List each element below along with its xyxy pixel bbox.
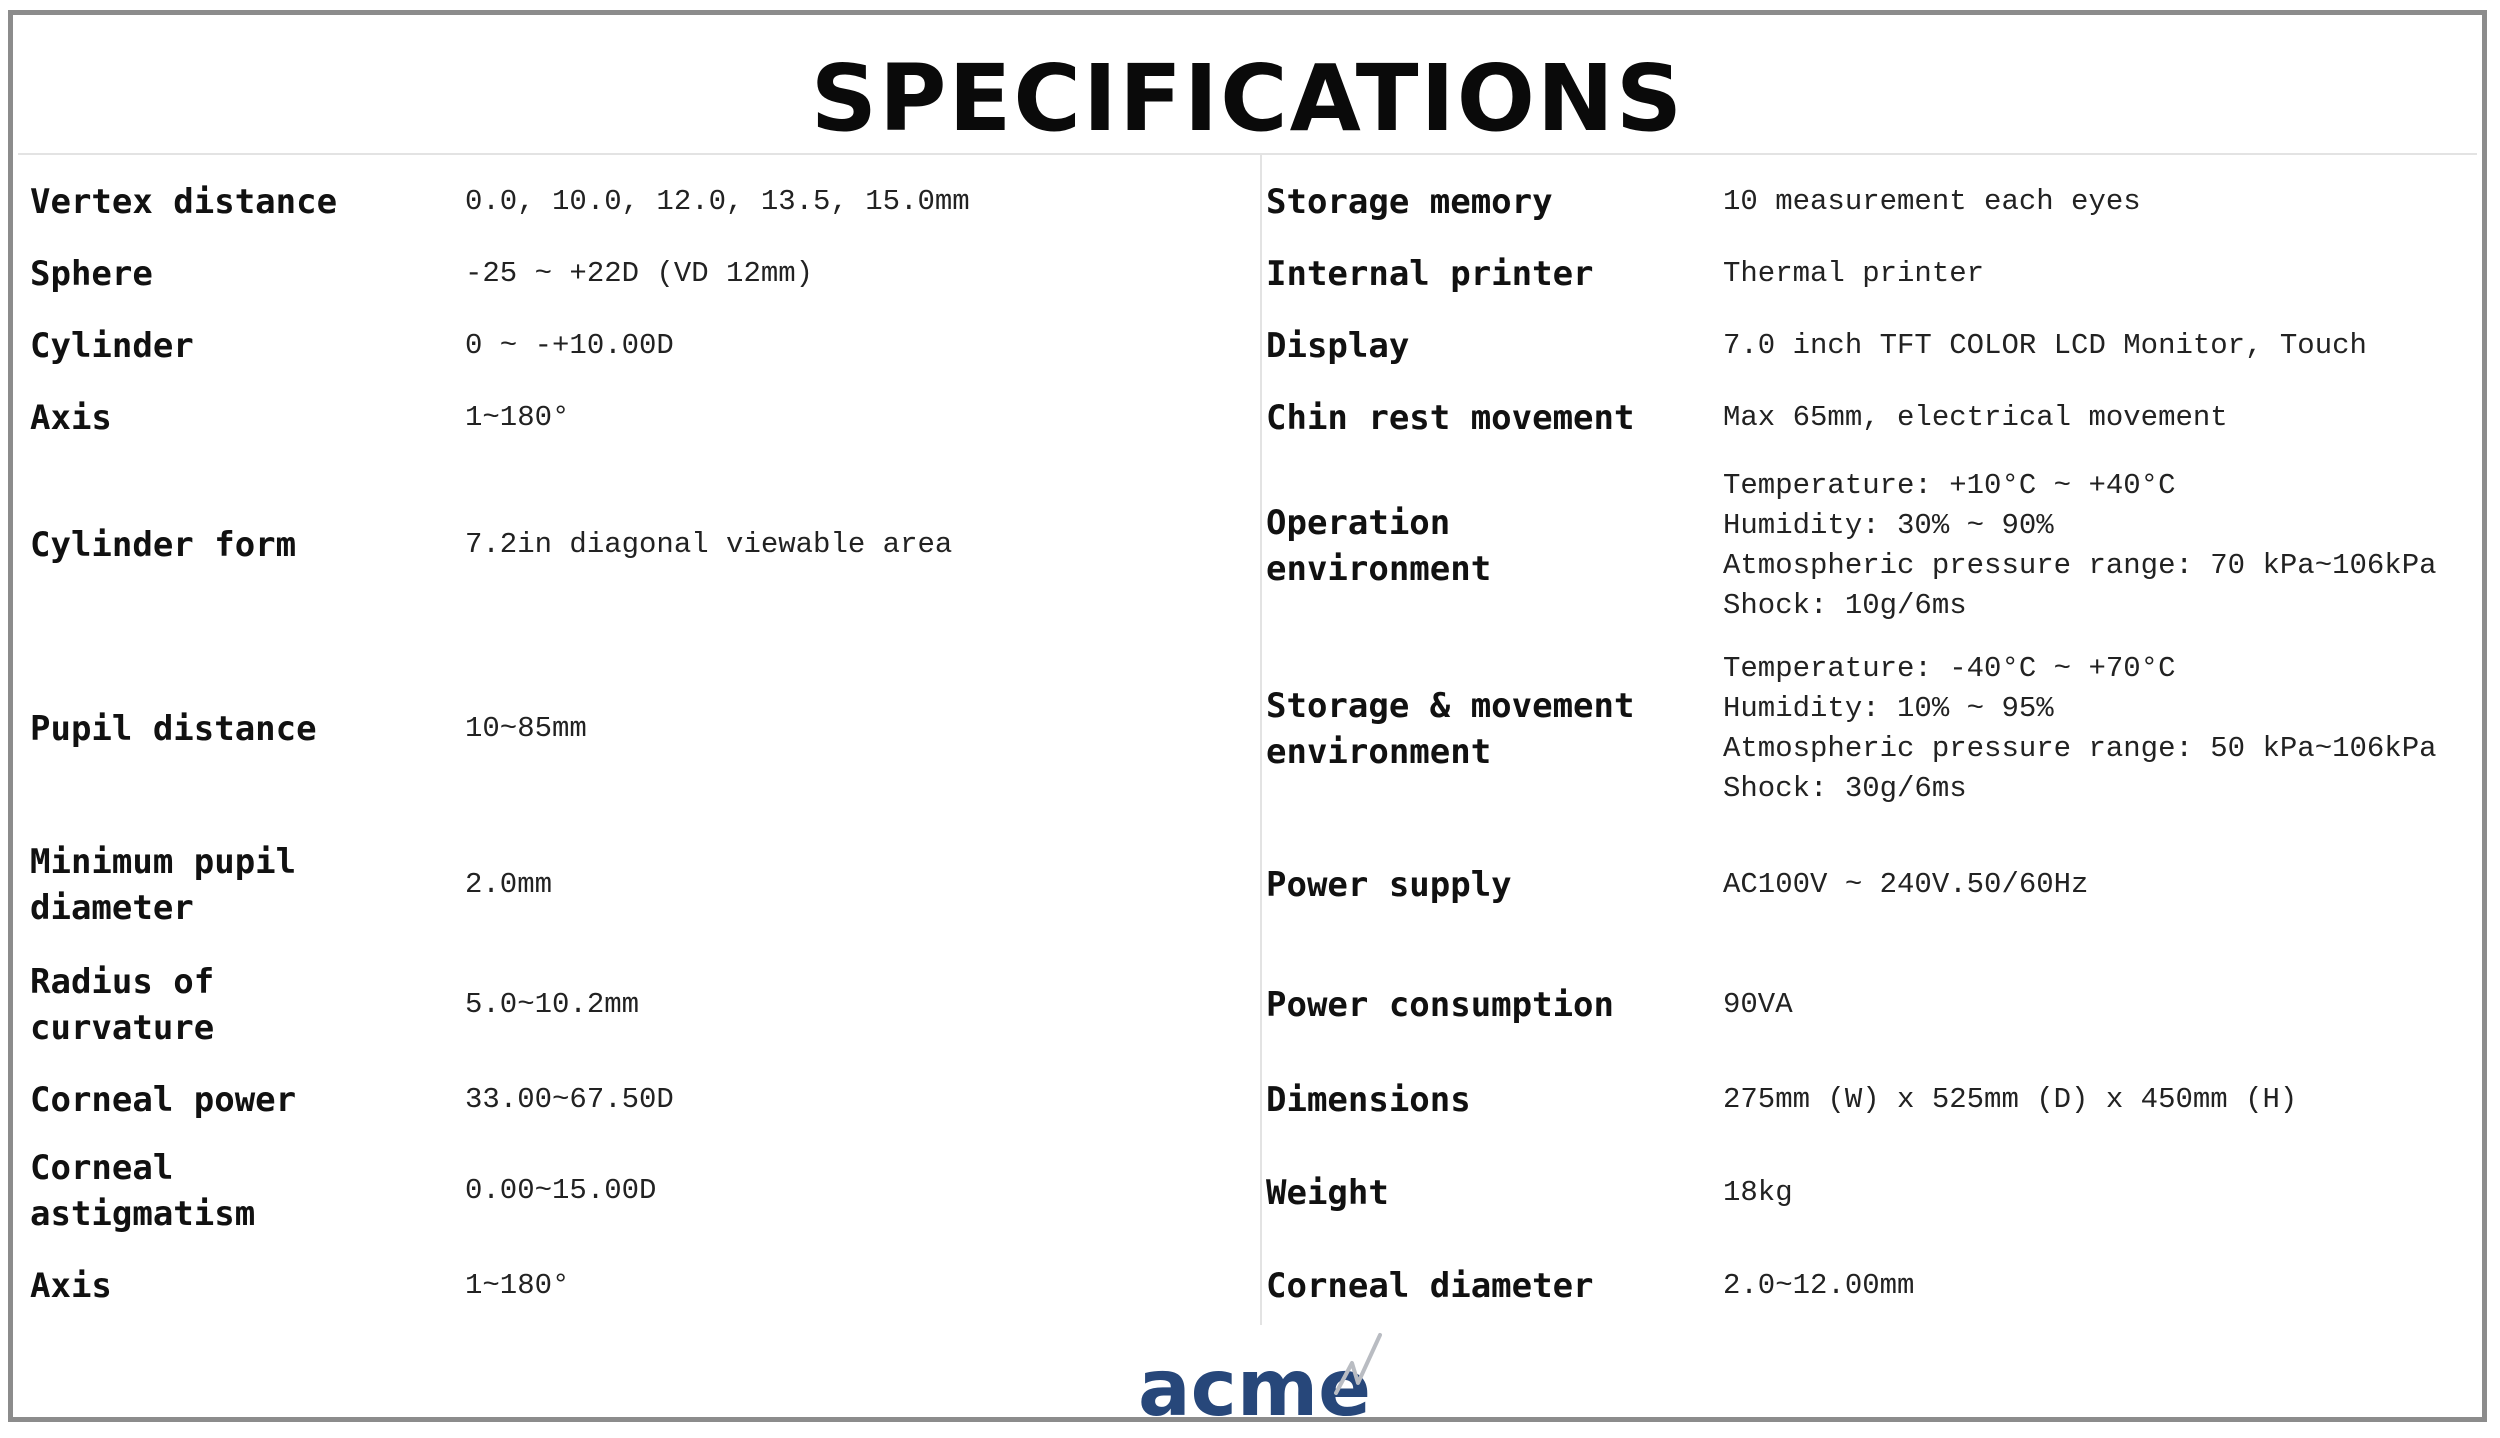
spec-value: 2.0~12.00mm	[1723, 1269, 1915, 1302]
right-spec-row	[13, 835, 2482, 935]
spec-label: Minimum pupil diameter	[30, 842, 297, 928]
spec-label: Storage & movement environment	[1266, 686, 1635, 772]
spec-label: Display	[1266, 326, 1410, 366]
spec-value: Temperature: +10°C ~ +40°C Humidity: 30% ~ 90% Atmospheric pressure range: 70 kPa~106kPa Shock: 10g/6ms	[1723, 469, 2437, 622]
right-spec-row	[13, 947, 2482, 1063]
spec-label: Chin rest movement	[1266, 398, 1635, 438]
spec-value: 18kg	[1723, 1176, 1793, 1209]
spec-label: Vertex distance	[30, 182, 338, 222]
right-spec-row	[13, 1253, 2482, 1319]
right-spec-row	[13, 383, 2482, 453]
spec-value: Thermal printer	[1723, 257, 1985, 290]
spec-value: 1~180°	[465, 1269, 570, 1302]
right-spec-row	[13, 457, 2482, 635]
spec-label: Sphere	[30, 254, 153, 294]
spec-value: 0.00~15.00D	[465, 1174, 657, 1207]
spec-label: Power consumption	[1266, 985, 1614, 1025]
spec-sheet-frame	[8, 10, 2487, 1427]
spec-label: Storage memory	[1266, 182, 1553, 222]
spec-label: Operation environment	[1266, 503, 1492, 589]
spec-label: Radius of curvature	[30, 962, 215, 1048]
spec-value: 33.00~67.50D	[465, 1083, 674, 1116]
spec-label: Axis	[30, 1266, 112, 1306]
spec-label: Weight	[1266, 1173, 1389, 1213]
spec-value: 10~85mm	[465, 712, 587, 745]
spec-value: 275mm (W) x 525mm (D) x 450mm (H)	[1723, 1083, 2298, 1116]
spec-value: Temperature: -40°C ~ +70°C Humidity: 10% ~ 95% Atmospheric pressure range: 50 kPa~106kPa Shock: 30g/6ms	[1723, 652, 2437, 805]
right-spec-row	[13, 1067, 2482, 1133]
spec-label: Power supply	[1266, 865, 1512, 905]
acme-logo-text: acme	[1138, 1344, 1372, 1427]
spec-label: Axis	[30, 398, 112, 438]
spec-label: Pupil distance	[30, 709, 317, 749]
spec-value: 0 ~ -+10.00D	[465, 329, 674, 362]
right-spec-row	[13, 239, 2482, 309]
spec-label: Internal printer	[1266, 254, 1594, 294]
spec-label: Corneal astigmatism	[30, 1148, 256, 1234]
spec-value: 7.2in diagonal viewable area	[465, 528, 953, 561]
spec-value: 90VA	[1723, 988, 1793, 1021]
spec-label: Corneal diameter	[1266, 1266, 1594, 1306]
spec-label: Corneal power	[30, 1080, 297, 1120]
title-divider	[18, 153, 2477, 155]
spec-value: -25 ~ +22D (VD 12mm)	[465, 257, 814, 290]
spec-value: 1~180°	[465, 401, 570, 434]
spec-value: 5.0~10.2mm	[465, 988, 640, 1021]
acme-logo	[1130, 1327, 1400, 1427]
right-spec-row	[13, 311, 2482, 381]
spec-value: 0.0, 10.0, 12.0, 13.5, 15.0mm	[465, 185, 970, 218]
spec-label: Cylinder	[30, 326, 194, 366]
right-spec-row	[13, 167, 2482, 237]
right-spec-row	[13, 641, 2482, 817]
right-spec-row	[13, 1163, 2482, 1223]
spec-label: Cylinder form	[30, 525, 297, 565]
spec-value: 2.0mm	[465, 868, 553, 901]
spec-label: Dimensions	[1266, 1080, 1471, 1120]
spec-value: 7.0 inch TFT COLOR LCD Monitor, Touch	[1723, 329, 2367, 362]
spec-value: 10 measurement each eyes	[1723, 185, 2141, 218]
page-title: SPECIFICATIONS	[810, 45, 1685, 152]
spec-value: Max 65mm, electrical movement	[1723, 401, 2228, 434]
spec-value: AC100V ~ 240V.50/60Hz	[1723, 868, 2089, 901]
